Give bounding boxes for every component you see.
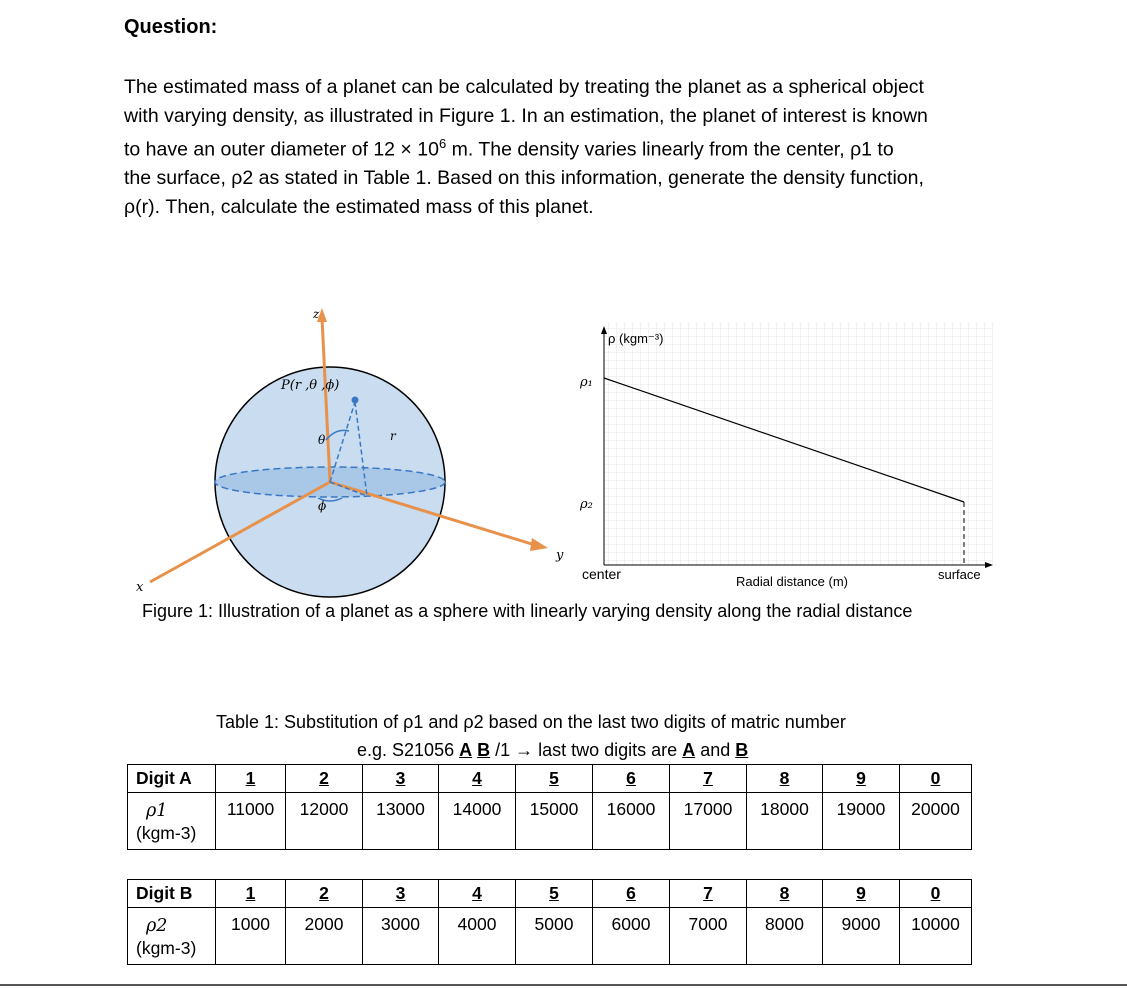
digit-a-8: 8 [747, 765, 823, 793]
digit-a-header: Digit A [128, 765, 216, 793]
rho2-value: 2000 [286, 908, 363, 965]
digit-b-header: Digit B [128, 880, 216, 908]
table-caption: Table 1: Substitution of ρ1 and ρ2 based on the last two digits of matric number [216, 712, 846, 732]
example-digit-b-2: B [735, 740, 749, 760]
rho2-value: 7000 [670, 908, 747, 965]
example-digit-a-2: A [682, 740, 696, 760]
digit-a-3: 3 [363, 765, 439, 793]
digit-b-2: 2 [286, 880, 363, 908]
rho1-value: 14000 [439, 793, 516, 850]
digit-b-3: 3 [363, 880, 439, 908]
rho1-unit: (kgm-3) [136, 823, 197, 843]
rho2-value: 5000 [516, 908, 593, 965]
digit-a-0: 0 [900, 765, 972, 793]
question-line-4: the surface, ρ2 as stated in Table 1. Based on this information, generate the density function, [124, 167, 924, 189]
table-digit-b [127, 879, 972, 965]
surface-label: surface [938, 567, 981, 582]
x-label: x [136, 580, 144, 595]
rho1-value: 11000 [216, 793, 286, 850]
rho2-value: 8000 [747, 908, 823, 965]
digit-b-1: 1 [216, 880, 286, 908]
digit-a-4: 4 [439, 765, 516, 793]
center-label: center [582, 566, 621, 582]
page-bottom-divider [0, 984, 1127, 986]
table-digit-a [127, 764, 972, 850]
point-label: P(r ,θ ,ϕ) [281, 378, 340, 393]
example-digit-b: B [477, 740, 491, 760]
rho1-value: 16000 [593, 793, 670, 850]
rho2-value: 3000 [363, 908, 439, 965]
digit-a-7: 7 [670, 765, 747, 793]
y-axis-arrow [530, 538, 548, 551]
rho1-value: 19000 [823, 793, 900, 850]
digit-b-5: 5 [516, 880, 593, 908]
density-graph [579, 322, 993, 589]
figure-caption: Figure 1: Illustration of a planet as a sphere with linearly varying density along the radial distance [142, 601, 913, 621]
digit-a-6: 6 [593, 765, 670, 793]
rho2-label: ρ₂ [580, 497, 593, 512]
graph-y-label: ρ (kgm⁻³) [608, 331, 664, 346]
rho1-value: 17000 [670, 793, 747, 850]
theta-label: θ [318, 433, 326, 447]
question-line-2: with varying density, as illustrated in Figure 1. In an estimation, the planet of interest is known [124, 104, 928, 127]
rho1-value: 20000 [900, 793, 972, 850]
question-line-1: The estimated mass of a planet can be calculated by treating the planet as a spherical object [124, 76, 924, 98]
rho1-label: ρ₁ [580, 375, 593, 390]
question-title: Question: [124, 16, 218, 38]
question-line-3b: m. The density varies linearly from the center, ρ1 to [446, 138, 894, 161]
rho2-value: 1000 [216, 908, 286, 965]
rho2-value: 10000 [900, 908, 972, 965]
rho2-value: 4000 [439, 908, 516, 965]
z-label: z [313, 307, 320, 321]
rho1-value: 15000 [516, 793, 593, 850]
rho1-value: 18000 [747, 793, 823, 850]
digit-a-5: 5 [516, 765, 593, 793]
example-digit-a: A [459, 740, 473, 760]
point-p [352, 397, 359, 404]
example-and: and [695, 740, 736, 760]
digit-b-9: 9 [823, 880, 900, 908]
phi-label: ϕ [318, 499, 327, 513]
exponent: 6 [438, 136, 447, 151]
digit-b-8: 8 [747, 880, 823, 908]
digit-a-1: 1 [216, 765, 286, 793]
digit-b-4: 4 [439, 880, 516, 908]
rho2-symbol: ρ2 [146, 916, 168, 936]
rho2-value: 6000 [593, 908, 670, 965]
rho2-unit: (kgm-3) [136, 938, 197, 958]
question-line-5: ρ(r). Then, calculate the estimated mass of this planet. [124, 195, 594, 218]
digit-a-9: 9 [823, 765, 900, 793]
graph-x-label: Radial distance (m) [736, 574, 848, 589]
digit-a-2: 2 [286, 765, 363, 793]
digit-b-7: 7 [670, 880, 747, 908]
rho2-row-label [128, 908, 216, 965]
digit-b-6: 6 [593, 880, 670, 908]
rho1-symbol: ρ1 [146, 801, 168, 821]
sphere-illustration [136, 307, 564, 597]
graph-grid [604, 322, 993, 565]
digit-b-0: 0 [900, 880, 972, 908]
rho1-value: 12000 [286, 793, 363, 850]
example-middle: /1 → last two digits are [490, 740, 683, 760]
rho2-value: 9000 [823, 908, 900, 965]
rho1-row-label [128, 793, 216, 850]
r-label: r [390, 429, 396, 443]
table-caption-example [357, 740, 748, 761]
question-line-3a: to have an outer diameter of 12 × 10 [124, 138, 439, 161]
example-prefix: e.g. S21056 [357, 740, 460, 760]
rho1-value: 13000 [363, 793, 439, 850]
y-label: y [556, 548, 564, 563]
